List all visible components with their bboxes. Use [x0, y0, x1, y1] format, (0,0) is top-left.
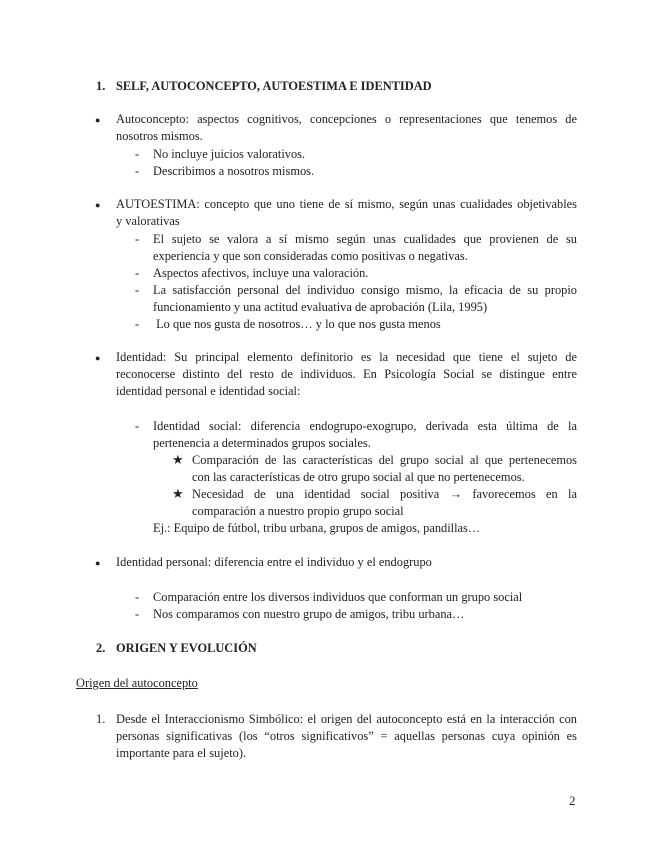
- bullet-2-dash-3-line-1: La satisfacción personal del individuo consigo mismo, la eficacia de su propio: [153, 283, 577, 297]
- bullet-3-dash-1-line-2: pertenencia a determinados grupos sociales.: [153, 436, 371, 450]
- item-1-line-2: personas significativas (los “otros significativos” = aquellas personas cuya opinión es: [116, 729, 577, 743]
- bullet-1-dash-2: Describimos a nosotros mismos.: [153, 164, 315, 178]
- star-marker: ★: [172, 486, 184, 501]
- section-2-number: 2.: [96, 641, 106, 655]
- item-1-line-3: importante para el sujeto).: [116, 746, 247, 760]
- bullet-4-dash-2: Nos comparamos con nuestro grupo de amigos, tribu urbana…: [153, 607, 465, 621]
- dash-marker: -: [135, 147, 140, 161]
- bullet-1-line-1: Autoconcepto: aspectos cognitivos, concepciones o representaciones que tenemos de: [116, 112, 577, 126]
- bullet-2-dash-3-line-2: funcionamiento y una actitud evaluativa de aprobación (Lila, 1995): [153, 300, 488, 314]
- bullet-4-dash-1: Comparación entre los diversos individuos que conforman un grupo social: [153, 590, 523, 604]
- dash-marker: -: [135, 164, 140, 178]
- bullet-3-star-2-line-2: comparación a nuestro propio grupo social: [192, 504, 404, 518]
- bullet-2-dash-1-line-2: experiencia y que son consideradas como positivas o negativas.: [153, 249, 468, 263]
- bullet-marker: ●: [95, 200, 101, 210]
- dash-marker: -: [135, 266, 140, 280]
- page-number: 2: [569, 793, 576, 808]
- dash-marker: -: [135, 419, 140, 433]
- bullet-3-star-1-line-2: con las características de otro grupo social al que no pertenecemos.: [192, 470, 525, 484]
- section-1-number: 1.: [96, 79, 106, 93]
- bullet-3-line-1: Identidad: Su principal elemento definitorio es la necesidad que tiene el sujeto de: [116, 350, 577, 364]
- bullet-2-line-2: y valorativas: [116, 214, 180, 228]
- bullet-marker: ●: [95, 115, 101, 125]
- bullet-2-dash-2: Aspectos afectivos, incluye una valoración.: [153, 266, 369, 280]
- dash-marker: -: [135, 283, 140, 297]
- dash-marker: -: [135, 590, 140, 604]
- bullet-4-line-1: Identidad personal: diferencia entre el individuo y el endogrupo: [116, 555, 432, 569]
- bullet-marker: ●: [95, 353, 101, 363]
- item-1-number: 1.: [96, 712, 106, 726]
- bullet-3-line-2: reconocerse distinto del resto de individuos. En Psicología Social se distingue entre: [116, 367, 577, 381]
- section-1-title: SELF, AUTOCONCEPTO, AUTOESTIMA E IDENTIDAD: [116, 79, 432, 93]
- bullet-2-line-1: AUTOESTIMA: concepto que uno tiene de sí mismo, según unas cualidades objetivables: [116, 197, 577, 211]
- dash-marker: -: [135, 232, 140, 246]
- item-1-line-1: Desde el Interaccionismo Simbólico: el origen del autoconcepto está en la interacción con: [116, 712, 577, 726]
- bullet-3-star-2-line-1: Necesidad de una identidad social positiva → favorecemos en la: [192, 487, 577, 501]
- bullet-3-star-1-line-1: Comparación de las características del grupo social al que pertenecemos: [192, 453, 577, 467]
- dash-marker: -: [135, 607, 140, 621]
- bullet-1-line-2: nosotros mismos.: [116, 129, 203, 143]
- bullet-marker: ●: [95, 558, 101, 568]
- dash-marker: -: [135, 317, 140, 331]
- bullet-2-dash-1-line-1: El sujeto se valora a sí mismo según unas cualidades que provienen de su: [153, 232, 577, 246]
- section-2-title: ORIGEN Y EVOLUCIÓN: [116, 641, 257, 655]
- bullet-3-example: Ej.: Equipo de fútbol, tribu urbana, grupos de amigos, pandillas…: [153, 521, 481, 535]
- bullet-3-dash-1-line-1: Identidad social: diferencia endogrupo-exogrupo, derivada esta última de la: [153, 419, 577, 433]
- bullet-3-line-3: identidad personal e identidad social:: [116, 384, 301, 398]
- star-marker: ★: [172, 452, 184, 467]
- subheading-origen-autoconcepto: Origen del autoconcepto: [76, 676, 198, 690]
- bullet-1-dash-1: No incluye juicios valorativos.: [153, 147, 306, 161]
- bullet-2-dash-4: Lo que nos gusta de nosotros… y lo que nos gusta menos: [153, 317, 441, 331]
